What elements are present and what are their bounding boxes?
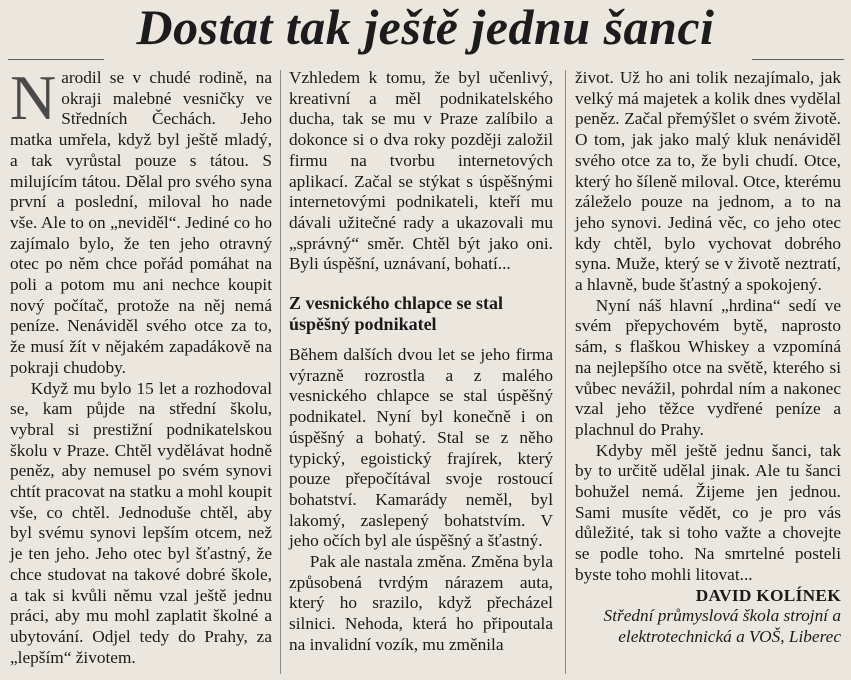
drop-cap: N	[10, 62, 57, 133]
paragraph: Pak ale nastala změna. Změna byla způsobená tvrdým nárazem auta, který ho srazilo, když přecházel silnici. Nehoda, která ho připoutala na invalidní vozík, mu změnila	[289, 552, 553, 654]
article-column-3	[575, 68, 841, 648]
author-school: Střední průmyslová škola strojní a elektrotechnická a VOŠ, Liberec	[603, 606, 841, 646]
section-subheading: Z vesnického chlapce se stal úspěšný podnikatel	[289, 293, 503, 335]
column-divider-2	[565, 70, 566, 674]
paragraph	[10, 62, 272, 379]
column-divider-1	[280, 70, 281, 674]
paragraph: život. Už ho ani tolik nezajímalo, jak velký má majetek a kolik dnes vydělal peněz. Začal přemýšlet o svém životě. O tom, jak jako malý kluk nenáviděl svého otce za to, že byli chudí. Otce, který ho šíleně miloval. Otce, kterému záleželo pouze na jednom, a to na jeho synovi. Jediná věc, co jeho otec kdy chtěl, bylo vychovat dobrého syna. Muže, který se v životě neztratí, a hlavně, bude šťastný a spokojený.	[575, 68, 841, 295]
article-headline: Dostat tak ještě jednu šanci	[136, 0, 715, 55]
paragraph: Když mu bylo 15 let a rozhodoval se, kam půjde na střední školu, vybral si prestižní podnikatelskou školu v Praze. Chtěl vydělávat hodně peněz, aby nemusel po svém synovi chtít pracovat na statku a mohl koupit vše, co chtěl. Jednoduše chtěl, aby byl svému synovi lepším otcem, než je ten jeho. Jeho otec byl šťastný, že chce studovat na takové dobré škole, a tak si kvůli němu vzal ještě jednu práci, aby mu mohl zaplatit školné a ubytování. Odjel tedy do Prahy, za „lepším“ životem.	[10, 378, 272, 667]
paragraph: Během dalších dvou let se jeho firma výrazně rozrostla a z malého vesnického chlapce se stal úspěšný podnikatel. Nyní byl konečně i on úspěšný a bohatý. Stal se z něho typický, egoistický frajírek, který pouze přepočítával svoje rostoucí bohatství. Kamarády neměl, byl lakomý, zaslepený bohatstvím. V jeho očích byl ale úspěšný a šťastný.	[289, 345, 553, 551]
paragraph: Kdyby měl ještě jednu šanci, tak by to určitě udělal jinak. Ale tu šanci bohužel nemá. Žijeme jen jednou. Sami musíte vědět, co je pro vás důležité, tak si toho važte a chovejte se podle toho. Na smrtelné posteli byste toho mohli litovat...	[575, 440, 841, 584]
paragraph-text: arodil se v chudé rodině, na okraji malebné vesničky ve Středních Čechách. Jeho matka umřela, když byl ještě mladý, a tak vyrůstal pouze s tátou. S milujícím tátou. Dělal pro svého syna první a poslední, miloval ho nade vše. Ale to on „neviděl“. Jediné co ho zajímalo bylo, že ten jeho otravný otec po něm chce pořád pomáhat na poli a potom mu ani nechce koupit nový počítač, protože na něj nemá peníze. Nenáviděl svého otce za to, že musí žít v nějakém zapadákově na pokraji chudoby.	[10, 68, 272, 377]
headline-rule-left	[8, 59, 104, 60]
paragraph: Nyní náš hlavní „hrdina“ sedí ve svém přepychovém bytě, naprosto sám, s flaškou Whiskey a vzpomíná na nejlepšího otce na světě, kterého si vůbec nevážil, pohrdal ním a nakonec vzal jeho těžce vydřené peníze a plachnul do Prahy.	[575, 295, 841, 439]
paragraph: Vzhledem k tomu, že byl učenlivý, kreativní a měl podnikatelského ducha, tak se mu v Praze zalíbilo a dokonce si o dva roky později založil firmu na tvorbu internetových aplikací. Začal se stýkat s úspěšnými internetovými podnikateli, kteří mu dávali užitečné rady a ukazovali mu „správný“ směr. Chtěl být jako oni. Byli úspěšní, uznávaní, bohatí...	[289, 68, 553, 274]
headline-rule-right	[752, 59, 844, 60]
article-column-2	[289, 68, 553, 656]
article-column-1	[10, 62, 272, 668]
author-name: DAVID KOLÍNEK	[695, 585, 841, 605]
